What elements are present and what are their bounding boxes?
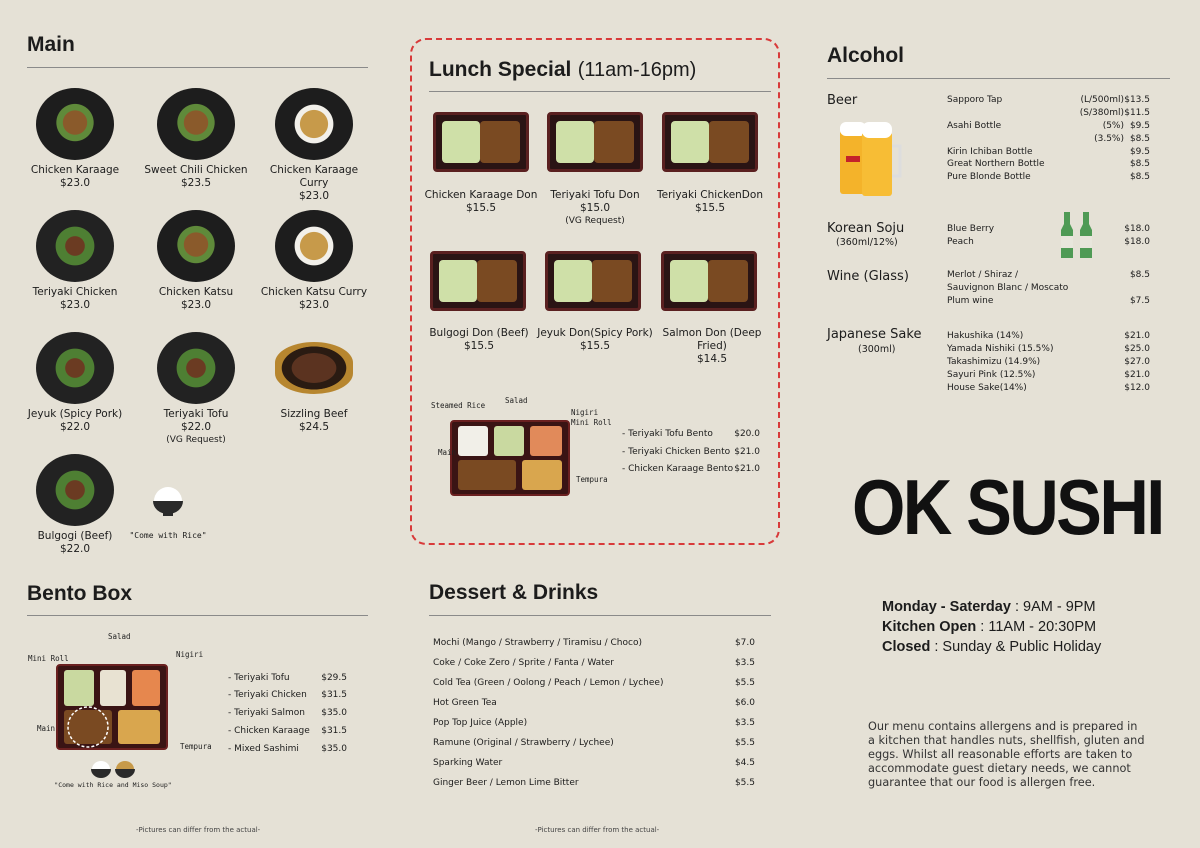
bento-item-name: - Mixed Sashimi [228,744,299,754]
label-mini-roll: Mini Roll [571,418,612,427]
beer-price: $8.5 [1129,134,1150,144]
bento-item-price: $31.5 [321,690,347,700]
menu-item[interactable] [15,210,135,312]
hours-value: : 11AM - 20:30PM [976,619,1097,635]
bento-item-name: - Teriyaki Salmon [228,708,305,718]
hours-row [882,597,1096,617]
item-name: Jeyuk Don(Spicy Pork) [537,327,653,339]
bento-item-price: $29.5 [321,673,347,683]
teriyaki-tofu-don-photo [547,112,643,172]
menu-item[interactable] [421,189,541,215]
drink-price: $7.0 [734,638,755,648]
hours-row [882,617,1096,637]
sake-name: House Sake(14%) [947,383,1027,393]
beer-label: Beer [827,93,858,108]
drink-name: Ramune (Original / Strawberry / Lychee) [433,738,614,748]
bento-item-name: - Chicken Karaage [228,726,310,736]
hours-value: : 9AM - 9PM [1010,599,1096,615]
sake-price: $25.0 [1124,344,1150,354]
hours-row [882,637,1101,657]
item-price: $23.0 [180,299,212,311]
drink-price: $3.5 [734,658,755,668]
soju-price: $18.0 [1124,224,1150,234]
teriyaki-chicken-don-photo [662,112,758,172]
bento-item-price: $35.0 [321,744,347,754]
label-main: Main [37,724,56,733]
label-tempura: Tempura [576,475,608,484]
item-name: Chicken Katsu Curry [260,286,368,298]
item-name: Sweet Chili Chicken [144,164,248,176]
allergen-note [868,720,1145,790]
lunch-title-bold: Lunch Special [429,58,572,81]
hours-label: Kitchen Open [882,619,977,635]
wine-name: Sauvignon Blanc / Moscato [947,283,1069,293]
menu-item[interactable] [136,210,256,312]
sake-name: Yamada Nishiki (15.5%) [947,344,1054,354]
beer-size: (S/380ml) [1079,108,1124,118]
lunch-bento-diagram [450,420,570,496]
allergen-line: guarantee that our food is allergen free. [868,776,1096,789]
bulgogi-photo [36,454,114,526]
chicken-katsu-photo [157,210,235,282]
lunch-bento-price: $20.0 [734,429,760,439]
item-note: (VG Request) [565,216,625,226]
item-name: Teriyaki Chicken [32,286,118,298]
allergen-line: Our menu contains allergens and is prepared in [868,720,1138,733]
lunch-bento-name: - Teriyaki Chicken Bento [622,447,731,457]
lunch-bento-price: $21.0 [734,464,760,474]
lunch-divider [429,91,771,92]
item-price: $23.5 [180,177,212,189]
label-steamed-rice: Steamed Rice [431,401,486,410]
dessert-divider [429,615,771,616]
menu-item[interactable] [254,210,374,312]
bento-section-title: Bento Box [27,582,132,605]
beer-price: $8.5 [1129,159,1150,169]
label-nigiri: Nigiri [571,408,599,417]
menu-item[interactable] [535,189,655,228]
rice-and-miso-bowls-icon [90,760,136,780]
hours-value: : Sunday & Public Holiday [930,639,1102,655]
menu-item[interactable] [652,327,772,366]
bento-divider [27,615,368,616]
wine-price: $7.5 [1129,296,1150,306]
sake-label: Japanese Sake [827,327,922,342]
bento-item-price: $31.5 [321,726,347,736]
sake-sub: (300ml) [858,344,896,355]
sweet-chili-chicken-photo [157,88,235,160]
footer-note-left: -Pictures can differ from the actual- [136,826,261,834]
item-price: $22.0 [180,421,212,433]
item-price: $14.5 [696,353,728,365]
menu-item[interactable] [136,332,256,447]
bulgogi-don-photo [430,251,526,311]
beer-size: (3.5%) [1094,134,1124,144]
item-name: Chicken Karaage [30,164,120,176]
main-divider [27,67,368,68]
soju-bottles-icon [1059,210,1097,260]
hours-label: Closed [882,639,931,655]
beer-glasses-icon [838,116,904,198]
item-price: $15.5 [465,202,497,214]
drink-price: $5.5 [734,738,755,748]
alcohol-section-title: Alcohol [827,44,904,67]
item-name: Sizzling Beef [280,408,348,420]
menu-item[interactable] [136,88,256,190]
drink-name: Ginger Beer / Lemon Lime Bitter [433,778,579,788]
salmon-don-photo [661,251,757,311]
beer-price: $13.5 [1124,95,1150,105]
allergen-line: accommodate guest dietary needs, we cannot [868,762,1131,775]
wine-name: Plum wine [947,296,994,306]
label-salad: Salad [108,632,131,641]
soju-sub: (360ml/12%) [836,237,898,248]
sake-price: $12.0 [1124,383,1150,393]
sake-price: $21.0 [1124,370,1150,380]
lunch-title-hours: (11am-16pm) [577,59,697,81]
menu-item[interactable] [419,327,539,353]
menu-item[interactable] [15,332,135,434]
soju-price: $18.0 [1124,237,1150,247]
jeyuk-photo [36,332,114,404]
beer-name: Asahi Bottle [947,121,1002,131]
item-price: $23.0 [298,299,330,311]
beer-size: (L/500ml) [1080,95,1124,105]
beer-name: Great Northern Bottle [947,159,1045,169]
sizzling-beef-photo [275,342,353,394]
teriyaki-chicken-photo [36,210,114,282]
label-main: Main [438,448,457,457]
wine-name: Merlot / Shiraz / [947,270,1019,280]
drink-price: $4.5 [734,758,755,768]
alcohol-divider [827,78,1170,79]
menu-item[interactable] [650,189,770,215]
item-name: Chicken Katsu [158,286,234,298]
chicken-karaage-curry-photo [275,88,353,160]
allergen-line: eggs. Whilst all reasonable efforts are taken to [868,748,1133,761]
bento-box-diagram [56,664,168,750]
drink-name: Hot Green Tea [433,698,497,708]
chicken-katsu-curry-photo [275,210,353,282]
bento-item-name: - Teriyaki Tofu [228,673,290,683]
label-tempura: Tempura [180,742,212,751]
drink-name: Cold Tea (Green / Oolong / Peach / Lemon / Lychee) [433,678,664,688]
drink-name: Mochi (Mango / Strawberry / Tiramisu / Choco) [433,638,642,648]
label-salad: Salad [505,396,528,405]
item-price: $23.0 [59,299,91,311]
label-mini-roll: Mini Roll [28,654,69,663]
chicken-karaage-don-photo [433,112,529,172]
drink-name: Pop Top Juice (Apple) [433,718,528,728]
hours-label: Monday - Saterday [882,599,1011,615]
lunch-bento-name: - Chicken Karaage Bento [622,464,734,474]
beer-price: $11.5 [1124,108,1150,118]
bento-item-name: - Teriyaki Chicken [228,690,307,700]
menu-item[interactable] [254,332,374,434]
beer-size: (5%) [1102,121,1124,131]
beer-price: $9.5 [1129,121,1150,131]
sake-name: Takashimizu (14.9%) [947,357,1041,367]
sake-name: Hakushika (14%) [947,331,1024,341]
beer-price: $9.5 [1129,147,1150,157]
chicken-karaage-photo [36,88,114,160]
main-section-title: Main [27,33,75,56]
soju-label: Korean Soju [827,221,905,236]
footer-note-center: -Pictures can differ from the actual- [535,826,660,834]
wine-label: Wine (Glass) [827,269,909,284]
item-name: Teriyaki ChickenDon [657,189,763,201]
label-nigiri: Nigiri [176,650,204,659]
item-price: $22.0 [59,421,91,433]
soju-name: Blue Berry [947,224,995,234]
item-note: (VG Request) [166,435,226,445]
brand-logo: OK SUSHI [852,463,1163,551]
beer-price: $8.5 [1129,172,1150,182]
lunch-special-title [429,57,696,82]
bento-note: "Come with Rice and Miso Soup" [54,781,172,789]
menu-item[interactable] [15,88,135,190]
beer-name: Pure Blonde Bottle [947,172,1031,182]
bento-item-price: $35.0 [321,708,347,718]
item-price: $15.5 [694,202,726,214]
item-price: $15.5 [463,340,495,352]
item-name: Salmon Don (Deep Fried) [662,327,762,352]
beer-name: Sapporo Tap [947,95,1003,105]
drink-price: $5.5 [734,778,755,788]
item-name: Teriyaki Tofu Don [550,189,640,201]
item-price: $15.5 [579,340,611,352]
drink-price: $6.0 [734,698,755,708]
dessert-section-title: Dessert & Drinks [429,581,599,604]
drink-price: $3.5 [734,718,755,728]
drink-name: Sparking Water [433,758,503,768]
item-name: Chicken Karaage Don [424,189,538,201]
item-price: $24.5 [298,421,330,433]
item-name: Teriyaki Tofu [163,408,229,420]
item-name: Jeyuk (Spicy Pork) [27,408,123,420]
item-price: $23.0 [59,177,91,189]
wine-price: $8.5 [1129,270,1150,280]
allergen-line: a kitchen that handles nuts, shellfish, gluten and [868,734,1145,747]
rice-note: "Come with Rice" [129,531,207,540]
jeyuk-don-photo [545,251,641,311]
sake-name: Sayuri Pink (12.5%) [947,370,1036,380]
item-name: Chicken Karaage Curry [269,164,359,189]
sake-price: $21.0 [1124,331,1150,341]
drink-price: $5.5 [734,678,755,688]
drink-name: Coke / Coke Zero / Sprite / Fanta / Water [433,658,614,668]
menu-item[interactable] [254,88,374,203]
lunch-bento-price: $21.0 [734,447,760,457]
rice-bowl-icon [150,483,186,519]
beer-name: Kirin Ichiban Bottle [947,147,1033,157]
teriyaki-tofu-photo [157,332,235,404]
menu-item[interactable] [535,327,655,353]
item-name: Bulgogi (Beef) [37,530,113,542]
item-price: $15.0 [579,202,611,214]
item-price: $23.0 [298,190,330,202]
item-name: Bulgogi Don (Beef) [429,327,529,339]
menu-item[interactable] [15,454,135,556]
item-price: $22.0 [59,543,91,555]
lunch-bento-name: - Teriyaki Tofu Bento [622,429,713,439]
soju-name: Peach [947,237,974,247]
sake-price: $27.0 [1124,357,1150,367]
